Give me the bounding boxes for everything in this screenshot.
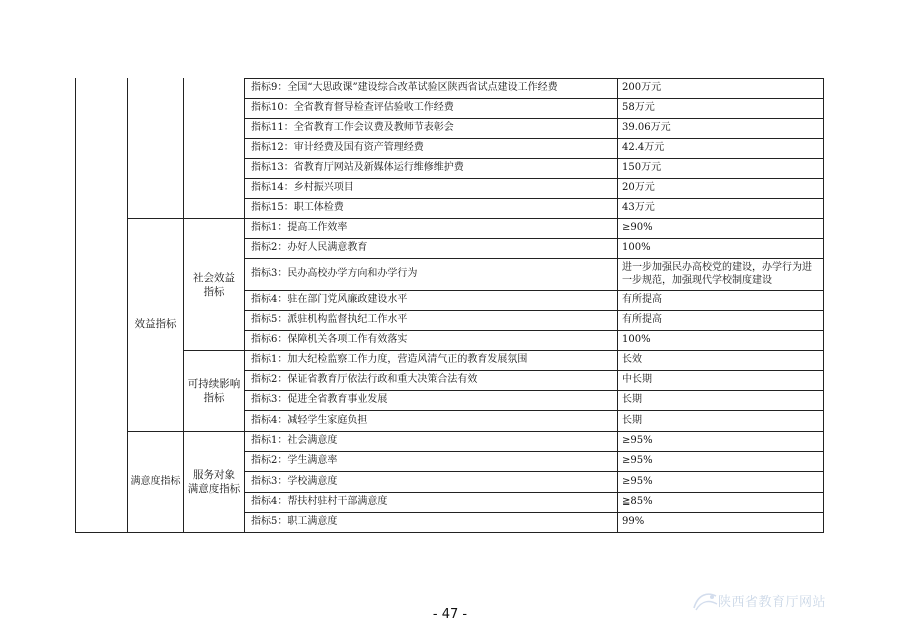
value-cell: 150万元: [622, 162, 662, 173]
table-top-border: [244, 78, 824, 79]
value-cell: 39.06万元: [622, 122, 671, 133]
table-col-line-2: [183, 78, 184, 533]
row-line: [244, 138, 824, 139]
row-line: [244, 118, 824, 119]
table-col-line-1: [127, 78, 128, 533]
row-line: [244, 158, 824, 159]
row-line: [244, 238, 824, 239]
indicator-cell: 指标9：全国“大思政课”建设综合改革试验区陕西省试点建设工作经费: [251, 82, 558, 93]
indicator-cell: 指标12：审计经费及国有资产管理经费: [251, 142, 424, 153]
indicator-cell: 指标6：保障机关各项工作有效落实: [251, 334, 408, 345]
indicator-cell: 指标2：办好人民满意教育: [251, 242, 368, 253]
indicator-cell: 指标4：帮扶村驻村干部满意度: [251, 496, 388, 507]
value-cell: ≥95%: [622, 476, 653, 487]
indicator-cell: 指标13：省教育厅网站及新媒体运行维修维护费: [251, 162, 464, 173]
table-right-border: [823, 78, 824, 533]
row-line: [244, 451, 824, 452]
row-line: [244, 370, 824, 371]
value-cell: 43万元: [622, 202, 655, 213]
value-cell: 有所提高: [622, 314, 662, 325]
value-cell: 100%: [622, 334, 651, 345]
section-line-satisfaction: [127, 431, 824, 432]
row-line: [244, 390, 824, 391]
indicator-cell: 指标1：加大纪检监察工作力度，营造风清气正的教育发展氛围: [251, 354, 528, 365]
watermark-logo-icon: [690, 588, 720, 614]
page-number: - 47 -: [432, 607, 468, 622]
row-line: [244, 98, 824, 99]
value-cell: 中长期: [622, 374, 652, 385]
indicator-cell: 指标15：职工体检费: [251, 202, 344, 213]
value-cell: 长期: [622, 394, 642, 405]
indicator-cell: 指标3：民办高校办学方向和办学行为: [251, 268, 418, 279]
level1-benefit-label: 效益指标: [134, 318, 177, 330]
level2-service-label-line1: 服务对象: [193, 469, 235, 481]
row-line: [244, 310, 824, 311]
table-left-border: [75, 78, 76, 533]
indicator-cell: 指标5：派驻机构监督执纪工作水平: [251, 314, 408, 325]
value-cell: ≥90%: [622, 222, 653, 233]
watermark-text: 陕西省教育厅网站: [718, 595, 827, 610]
indicator-cell: 指标2：学生满意率: [251, 455, 338, 466]
section-line-sustain: [183, 350, 824, 351]
value-cell: 99%: [622, 516, 645, 527]
value-cell: 长效: [622, 354, 642, 365]
value-cell: ≥95%: [622, 455, 653, 466]
table-col-line-4: [617, 78, 618, 533]
indicator-cell: 指标4：减轻学生家庭负担: [251, 415, 368, 426]
row-line: [244, 471, 824, 472]
indicator-cell: 指标3：促进全省教育事业发展: [251, 394, 388, 405]
value-cell: 100%: [622, 242, 651, 253]
row-line: [244, 410, 824, 411]
value-cell-line: 进一步加强民办高校党的建设，办学行为进: [622, 262, 812, 273]
row-line: [244, 178, 824, 179]
level2-social-label-line1: 社会效益: [193, 272, 235, 284]
indicator-cell: 指标4：驻在部门党风廉政建设水平: [251, 294, 408, 305]
row-line: [244, 198, 824, 199]
value-cell: 20万元: [622, 182, 655, 193]
row-line: [244, 492, 824, 493]
indicator-cell: 指标3：学校满意度: [251, 476, 338, 487]
indicator-cell: 指标1：社会满意度: [251, 435, 338, 446]
indicator-cell: 指标5：职工满意度: [251, 516, 338, 527]
level1-satisfaction-label: 满意度指标: [130, 476, 181, 487]
indicator-cell: 指标14：乡村振兴项目: [251, 182, 354, 193]
row-line: [244, 512, 824, 513]
indicator-cell: 指标2：保证省教育厅依法行政和重大决策合法有效: [251, 374, 478, 385]
level2-service-label-line2: 满意度指标: [187, 483, 241, 495]
value-cell: 42.4万元: [622, 142, 665, 153]
level2-sustain-label-line2: 指标: [203, 392, 225, 404]
indicator-cell: 指标11：全省教育工作会议费及教师节表彰会: [251, 122, 454, 133]
row-line: [244, 258, 824, 259]
indicator-cell: 指标1：提高工作效率: [251, 222, 348, 233]
row-line: [244, 330, 824, 331]
value-cell: 长期: [622, 415, 642, 426]
level2-sustain-label-line1: 可持续影响: [187, 378, 241, 390]
table-bottom-border: [75, 532, 824, 533]
row-line: [244, 290, 824, 291]
value-cell: ≧85%: [622, 496, 653, 507]
value-cell-line: 一步规范，加强现代学校制度建设: [622, 275, 772, 286]
table-col-line-3: [244, 78, 245, 533]
indicator-cell: 指标10：全省教育督导检查评估验收工作经费: [251, 102, 454, 113]
level2-social-label-line2: 指标: [203, 286, 225, 298]
value-cell: 58万元: [622, 102, 655, 113]
section-line-benefit: [127, 218, 824, 219]
value-cell: ≥95%: [622, 435, 653, 446]
value-cell: 200万元: [622, 82, 662, 93]
value-cell: 有所提高: [622, 294, 662, 305]
